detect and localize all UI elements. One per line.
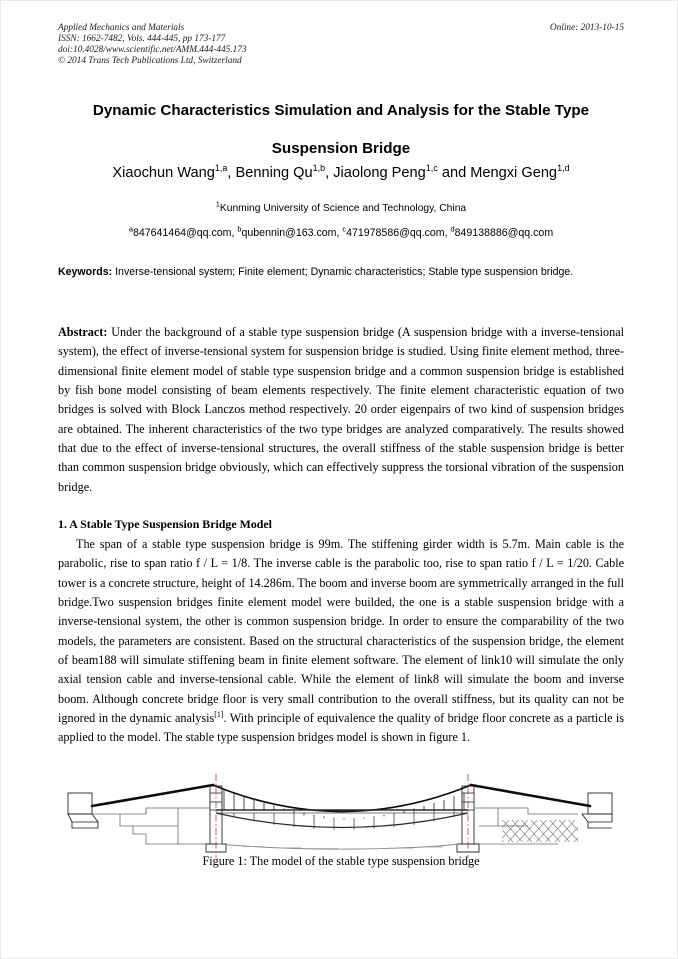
journal-header-left xyxy=(58,23,247,67)
abstract-block xyxy=(58,323,624,497)
embankment-hatching xyxy=(502,820,578,842)
journal-header xyxy=(58,23,624,75)
backstay-cables xyxy=(92,785,590,806)
online-date: Online: 2013-10-15 xyxy=(549,23,624,33)
figure-caption: Figure 1: The model of the stable type suspension bridge xyxy=(202,854,480,868)
section-paragraph xyxy=(58,535,624,748)
author-3-marker: 1,c xyxy=(425,163,438,174)
author-sep-1: , xyxy=(227,165,236,181)
citation-reference: [1] xyxy=(214,710,224,720)
affiliation-text: Kunming University of Science and Technology, China xyxy=(219,203,467,214)
email-d: 849138886@qq.com xyxy=(454,227,554,239)
abstract-label: Abstract: xyxy=(58,325,108,339)
email-marker-d: d xyxy=(450,224,455,234)
email-a: 847641464@qq.com, xyxy=(132,227,238,239)
keywords-label: Keywords: xyxy=(58,266,113,278)
main-cable xyxy=(213,785,471,812)
email-marker-b: b xyxy=(237,224,242,234)
email-b: qubennin@163.com, xyxy=(241,227,343,239)
author-sep-3: and xyxy=(437,165,471,181)
left-anchorage xyxy=(68,793,98,828)
email-marker-c: c xyxy=(342,224,347,234)
figure-1 xyxy=(58,766,624,861)
journal-doi: doi:10.4028/www.scientific.net/AMM.444-445.173 xyxy=(58,44,247,55)
journal-issn: ISSN: 1662-7482, Vols. 444-445, pp 173-177 xyxy=(58,33,226,44)
title-line-2: Suspension Bridge xyxy=(271,140,411,157)
author-1-name: Xiaochun Wang xyxy=(112,165,215,181)
page-title xyxy=(58,92,624,168)
paragraph-part-2: . With principle of equivalence the quality of bridge floor concrete as a particle is applied to the model. The stable type suspension bridges model is shown in figure 1. xyxy=(58,711,624,745)
affiliation-marker: 1 xyxy=(215,199,220,209)
author-emails xyxy=(58,224,624,239)
section-heading: 1. A Stable Type Suspension Bridge Model xyxy=(58,517,272,531)
author-4-name: Mengxi Geng xyxy=(470,165,558,181)
email-marker-a: a xyxy=(128,224,133,234)
author-3-name: Jiaolong Peng xyxy=(333,165,426,181)
left-abutment xyxy=(92,808,218,844)
title-line-1: Dynamic Characteristics Simulation and Analysis for the Stable Type xyxy=(92,102,590,119)
author-sep-2: , xyxy=(325,165,334,181)
author-list xyxy=(58,165,624,181)
abstract-text: Under the background of a stable type suspension bridge (A suspension bridge with a inverse-tensional system), the effect of inverse-tensional system for suspension bridge is studied. Using finite element method, three-dimensional finite element model of stable type suspension bridge and a common suspension bridge is established by fish bone model consisting of beam elements respectively. The finite element characteristic equation of two bridges is solved with Block Lanczos method respectively. 20 order eigenpairs of two kind of suspension bridges are obtained. The inherent characteristics of the two type bridges are analyzed comparatively. The results showed that due to the effect of inverse-tensional structures, the overall stiffness of the stable suspension bridge is better than common suspension bridge obviously, which can effectively suppress the torsional vibration of the suspension bridge. xyxy=(58,325,624,494)
author-1-marker: 1,a xyxy=(214,163,228,174)
paragraph-part-1: The span of a stable type suspension bridge is 99m. The stiffening girder width is 5.7m. Main cable is the parabolic, rise to span ratio f / L = 1/8. The inverse cable is the parabolic too, rise to span ratio f / L = 1/20. Cable tower is a concrete structure, height of 14.286m. The boom and inverse boom are symmetrically arranged in the full bridge.Two suspension bridges finite element model were builded, the one is a stable suspension bridge with a inverse-tensional system, the other is common suspension bridge. In order to ensure the comparability of the two models, the parameters are consistent. Based on the structural characteristics of the suspension bridge, the element of beam188 will simulate stiffening beam in finite element software. The element of link10 will simulate the only axial tension cable and inverse-tensional cable. While the element of link8 will simulate the boom and inverse boom. Although concrete bridge floor is very small contribution to the overall stiffness, but its quality can not be ignored in the dynamic analysis xyxy=(58,537,624,726)
hangers xyxy=(224,789,464,820)
email-c: 471978586@qq.com, xyxy=(346,227,451,239)
suspension-bridge-drawing xyxy=(58,766,624,861)
keywords-text: Inverse-tensional system; Finite element; Dynamic characteristics; Stable type suspension bridge. xyxy=(112,266,574,278)
affiliation xyxy=(58,199,624,214)
author-2-marker: 1,b xyxy=(312,163,326,174)
author-4-marker: 1,d xyxy=(557,163,570,174)
right-anchorage xyxy=(582,793,612,828)
author-2-name: Benning Qu xyxy=(235,165,313,181)
journal-copyright: © 2014 Trans Tech Publications Ltd, Switzerland xyxy=(58,55,242,66)
keywords-block xyxy=(58,264,624,282)
journal-name: Applied Mechanics and Materials xyxy=(58,23,185,33)
